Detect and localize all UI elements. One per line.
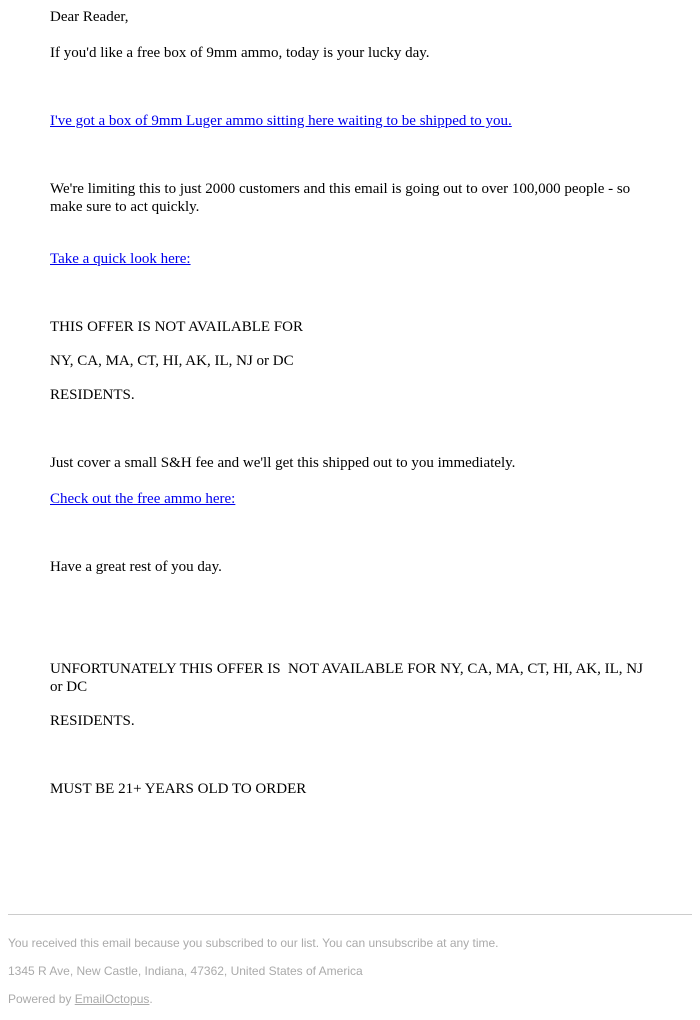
restriction-notice: UNFORTUNATELY THIS OFFER IS NOT AVAILABLE FOR NY, CA, MA, CT, HI, AK, IL, NJ or DC [50, 661, 647, 695]
powered-by-suffix: . [149, 992, 153, 1006]
limit-paragraph: We're limiting this to just 2000 customers and this email is going out to over 100,000 people - so make sure to act quickly. [50, 181, 631, 215]
subscription-notice: You received this email because you subscribed to our list. You can unsubscribe at any time. [8, 936, 499, 950]
restriction-residents: RESIDENTS. [50, 387, 135, 403]
powered-by [8, 991, 692, 1007]
greeting: Dear Reader, [50, 9, 129, 25]
free-ammo-link[interactable]: Check out the free ammo here: [50, 491, 236, 507]
free-ammo-paragraph [50, 490, 650, 508]
powered-by-prefix: Powered by [8, 992, 75, 1006]
quick-look-paragraph [50, 250, 650, 268]
restriction-notice-residents: RESIDENTS. [50, 713, 135, 729]
sender-address: 1345 R Ave, New Castle, Indiana, 47362, United States of America [8, 964, 363, 978]
intro-paragraph: If you'd like a free box of 9mm ammo, today is your lucky day. [50, 45, 430, 61]
ammo-link-paragraph [50, 112, 650, 130]
emailoctopus-link[interactable]: EmailOctopus [74, 992, 150, 1006]
restriction-states: NY, CA, MA, CT, HI, AK, IL, NJ or DC [50, 353, 294, 369]
shipping-paragraph: Just cover a small S&H fee and we'll get this shipped out to you immediately. [50, 455, 516, 471]
age-notice: MUST BE 21+ YEARS OLD TO ORDER [50, 781, 307, 797]
ammo-offer-link[interactable]: I've got a box of 9mm Luger ammo sitting here waiting to be shipped to you. [50, 113, 512, 129]
restriction-heading: THIS OFFER IS NOT AVAILABLE FOR [50, 319, 303, 335]
closing-paragraph: Have a great rest of you day. [50, 559, 222, 575]
footer-divider [8, 914, 692, 915]
quick-look-link[interactable]: Take a quick look here: [50, 251, 191, 267]
